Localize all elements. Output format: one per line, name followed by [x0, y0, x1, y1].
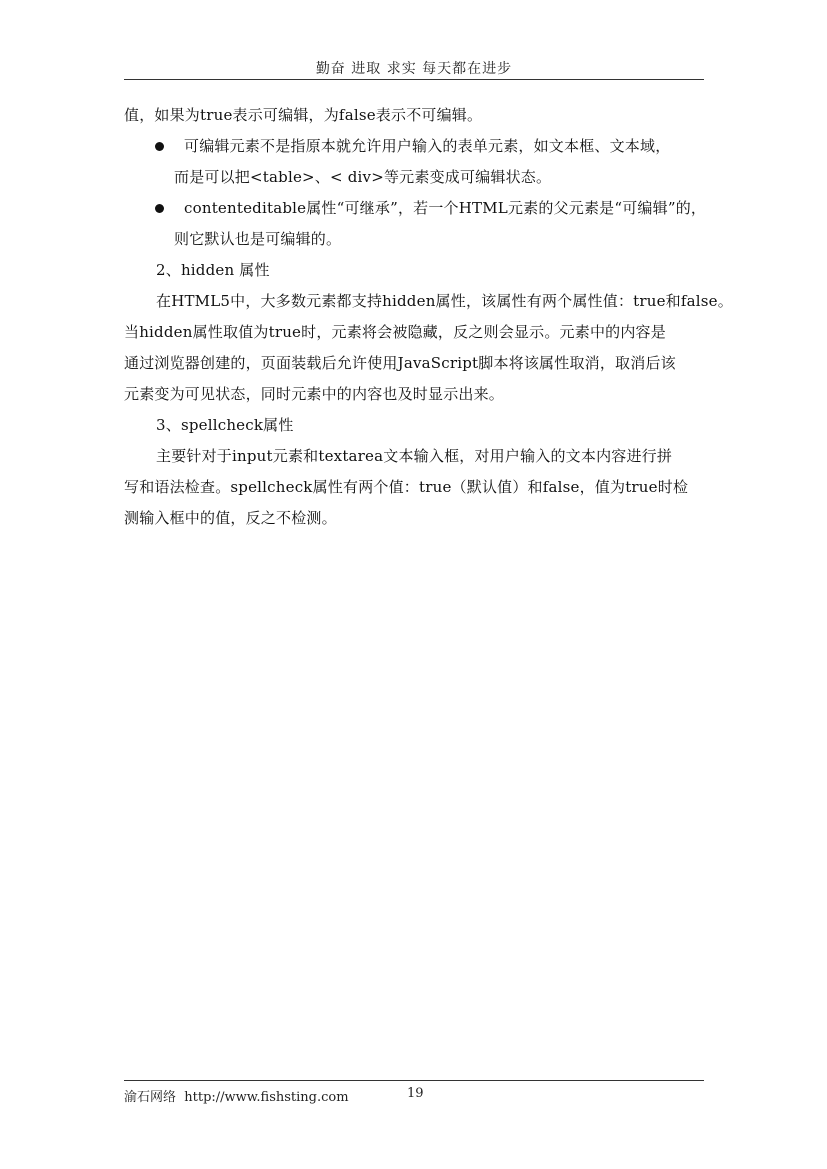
bullet-continuation: 而是可以把<table>、< div>等元素变成可编辑状态。 — [174, 168, 552, 186]
document-body — [124, 100, 733, 534]
bullet-text: 可编辑元素不是指原本就允许用户输入的表单元素，如文本框、文本域， — [184, 137, 671, 155]
bullet-text: contenteditable属性“可继承”，若一个HTML元素的父元素是“可编辑”的， — [184, 199, 707, 217]
bullet-icon — [155, 142, 164, 151]
paragraph-line: 主要针对于input元素和textarea文本输入框，对用户输入的文本内容进行拼 — [156, 447, 673, 465]
paragraph-line: 元素变为可见状态，同时元素中的内容也及时显示出来。 — [124, 385, 505, 403]
paragraph-line: 写和语法检查。spellcheck属性有两个值：true（默认值）和false，值为true时检 — [124, 478, 689, 496]
header-divider — [124, 79, 704, 80]
footer-divider — [124, 1080, 704, 1081]
paragraph-line: 通过浏览器创建的，页面装载后允许使用JavaScript脚本将该属性取消，取消后该 — [124, 354, 676, 372]
bullet-icon — [155, 204, 164, 213]
page-header-motto: 勤奋 进取 求实 每天都在进步 — [315, 61, 513, 77]
bullet-continuation: 则它默认也是可编辑的。 — [174, 230, 342, 248]
paragraph-line: 在HTML5中，大多数元素都支持hidden属性，该属性有两个属性值：true和false。 — [156, 292, 733, 310]
section-heading-spellcheck: 3、spellcheck属性 — [156, 416, 294, 434]
paragraph-line: 当hidden属性取值为true时，元素将会被隐藏，反之则会显示。元素中的内容是 — [124, 323, 666, 341]
paragraph-line: 测输入框中的值，反之不检测。 — [124, 509, 337, 527]
bullet-item — [124, 131, 714, 162]
bullet-item — [124, 193, 714, 224]
paragraph-line: 值，如果为true表示可编辑，为false表示不可编辑。 — [124, 106, 483, 124]
footer-site-info: 渝石网络 http://www.fishsting.com — [124, 1090, 349, 1105]
section-heading-hidden: 2、hidden 属性 — [156, 261, 270, 279]
page-number: 19 — [407, 1086, 424, 1101]
